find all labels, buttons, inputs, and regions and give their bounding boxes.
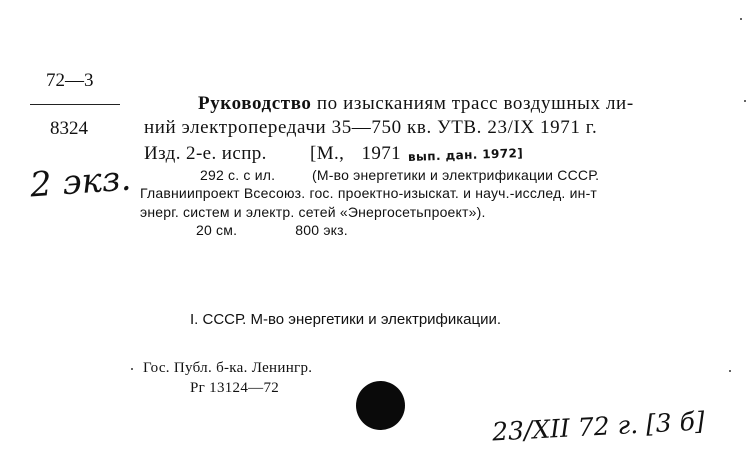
title-bold-word: Руководство xyxy=(198,93,312,114)
collation-line-2: Главниипроект Всесоюз. гос. проектно-изыскат. и науч.-исслед. ин-т xyxy=(140,185,598,201)
library-name: Гос. Публ. б-ка. Ленингр. xyxy=(143,360,313,376)
imprint-year: 1971 xyxy=(361,143,402,164)
shelf-mark-divider xyxy=(30,104,120,105)
shelf-mark-bottom: 8324 xyxy=(50,118,88,139)
collation-line-3: энерг. систем и электр. сетей «Энергосетьпроект»). xyxy=(140,204,486,220)
edition-statement: Изд. 2-е. испр. xyxy=(144,143,267,164)
title-line-1-rest: по изысканиям трасс воздушных ли- xyxy=(311,93,634,114)
shelf-mark-top: 72—3 xyxy=(46,70,94,91)
paper-speck xyxy=(740,18,742,20)
handwritten-copies-note: 2 экз. xyxy=(28,158,133,206)
card-punch-hole xyxy=(356,381,405,430)
item-size: 20 см. xyxy=(196,222,238,238)
imprint-place: [М., xyxy=(310,143,345,164)
paper-speck xyxy=(131,368,133,370)
handwritten-accession-note: 23/XII 72 г. [3 б] xyxy=(491,406,706,447)
handwritten-imprint-note: вып. дан. 1972] xyxy=(408,145,524,165)
collation-line-1: 292 с. с ил. (М-во энергетики и электрификации СССР. xyxy=(200,167,600,183)
title-line-1 xyxy=(198,93,634,115)
subject-tracing: I. СССР. М-во энергетики и электрификации. xyxy=(190,311,502,328)
title-line-2: ний электропередачи 35—750 кв. УТВ. 23/IX 1971 г. xyxy=(144,117,598,138)
paper-speck xyxy=(744,100,746,102)
title-line-3 xyxy=(144,143,523,165)
collation-size-copies xyxy=(196,222,348,238)
print-run: 800 экз. xyxy=(295,222,348,238)
registration-number: Рг 13124—72 xyxy=(190,380,280,396)
paper-speck xyxy=(729,370,731,372)
